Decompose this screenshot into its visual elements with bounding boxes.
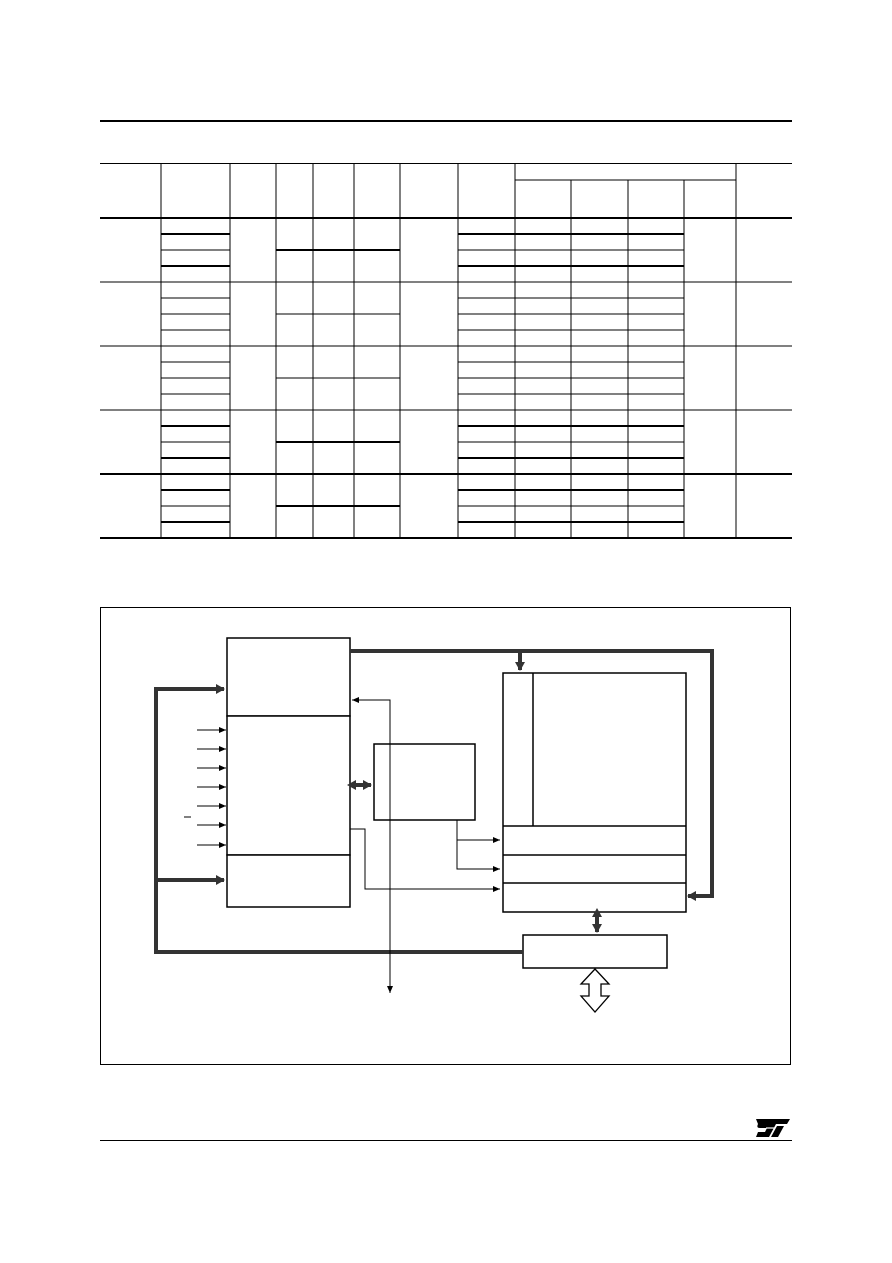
counter-block: [227, 855, 350, 907]
address-latch-block: [227, 638, 350, 716]
timing-to-sense-line: [457, 820, 500, 840]
st-logo-icon: [754, 1117, 792, 1139]
control-inputs-block: [227, 716, 350, 855]
memory-array-outer: [503, 673, 686, 912]
control-to-decoder-line: [350, 829, 500, 889]
timing-to-column-line: [457, 840, 500, 869]
spec-table: [100, 163, 792, 539]
data-io-arrow: [581, 969, 609, 1012]
header-rule: [100, 120, 792, 122]
control-input-arrows: [197, 730, 226, 845]
memory-array-block: [503, 673, 686, 912]
footer-rule: [100, 1140, 792, 1141]
timing-control-block: [374, 744, 475, 820]
io-buffer-block: [523, 935, 667, 968]
block-diagram: [100, 607, 792, 1066]
control-logic-block: [227, 638, 350, 907]
status-feedback-line: [352, 700, 390, 987]
diagram-frame: [101, 608, 791, 1065]
